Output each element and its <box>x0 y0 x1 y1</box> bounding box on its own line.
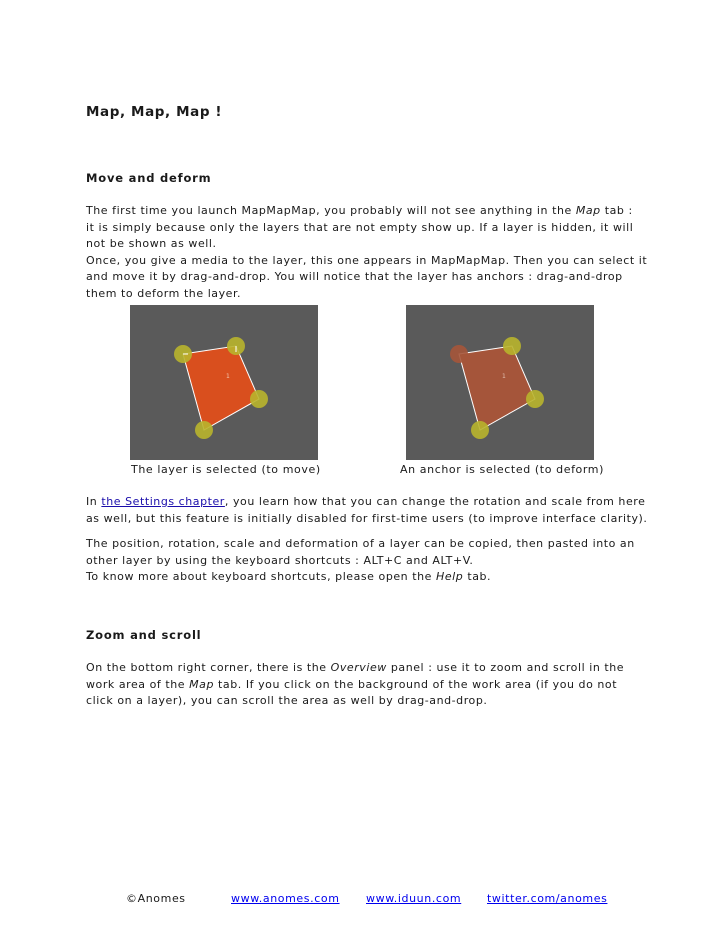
paragraph-move-deform-intro: The first time you launch MapMapMap, you probably will not see anything in the Map tab : it is simply because only the layers that are not empty show up. If a layer is hidden, it will not be shown as well. Once, you give a media to the layer, this one appears in MapMapMap. Then you can select it and move it by drag-and-drop. You will notice that the layer has anchors : drag-and-drop them to deform the layer. <box>86 204 648 300</box>
anchor-bottom-left[interactable] <box>195 421 213 439</box>
footer-link-anomes[interactable]: www.anomes.com <box>231 892 340 905</box>
anchor-selected-illustration <box>406 305 594 460</box>
paragraph-settings: In the Settings chapter, you learn how that you can change the rotation and scale from here as well, but this feature is initially disabled for first-time users (to improve interface clarity). <box>86 495 648 525</box>
page-title: Map, Map, Map ! <box>86 104 223 120</box>
paragraph-zoom-scroll: On the bottom right corner, there is the Overview panel : use it to zoom and scroll in the work area of the Map tab. If you click on the background of the work area (if you do not click on a layer), you can scroll the area as well by drag-and-drop. <box>86 661 625 707</box>
figure-caption-deform: An anchor is selected (to deform) <box>400 463 605 476</box>
anchor-bottom-right[interactable] <box>250 390 268 408</box>
settings-chapter-link[interactable]: the Settings chapter <box>101 495 225 508</box>
anchor-top-right[interactable] <box>503 337 521 355</box>
layer-number-label: 1 <box>226 373 230 380</box>
figure-anchor-selected <box>406 305 594 460</box>
paragraph-copy-paste: The position, rotation, scale and deformation of a layer can be copied, then pasted into an other layer by using the keyboard shortcuts : ALT+C and ALT+V. To know more about keyboard shortcuts, please open the Help tab. <box>86 537 635 583</box>
section-heading-move-deform: Move and deform <box>86 171 212 185</box>
section-heading-zoom-scroll: Zoom and scroll <box>86 628 202 642</box>
layer-number-label: 1 <box>502 373 506 380</box>
footer-link-iduun[interactable]: www.iduun.com <box>366 892 462 905</box>
layer-quad <box>459 346 535 430</box>
footer-copyright: ©Anomes <box>126 892 186 905</box>
figure-layer-selected <box>130 305 318 460</box>
figure-caption-move: The layer is selected (to move) <box>131 463 321 476</box>
anchor-bottom-right[interactable] <box>526 390 544 408</box>
anchor-top-left-selected[interactable] <box>450 345 468 363</box>
anchor-bottom-left[interactable] <box>471 421 489 439</box>
layer-selected-illustration <box>130 305 318 460</box>
layer-quad <box>183 346 259 430</box>
footer-link-twitter[interactable]: twitter.com/anomes <box>487 892 608 905</box>
